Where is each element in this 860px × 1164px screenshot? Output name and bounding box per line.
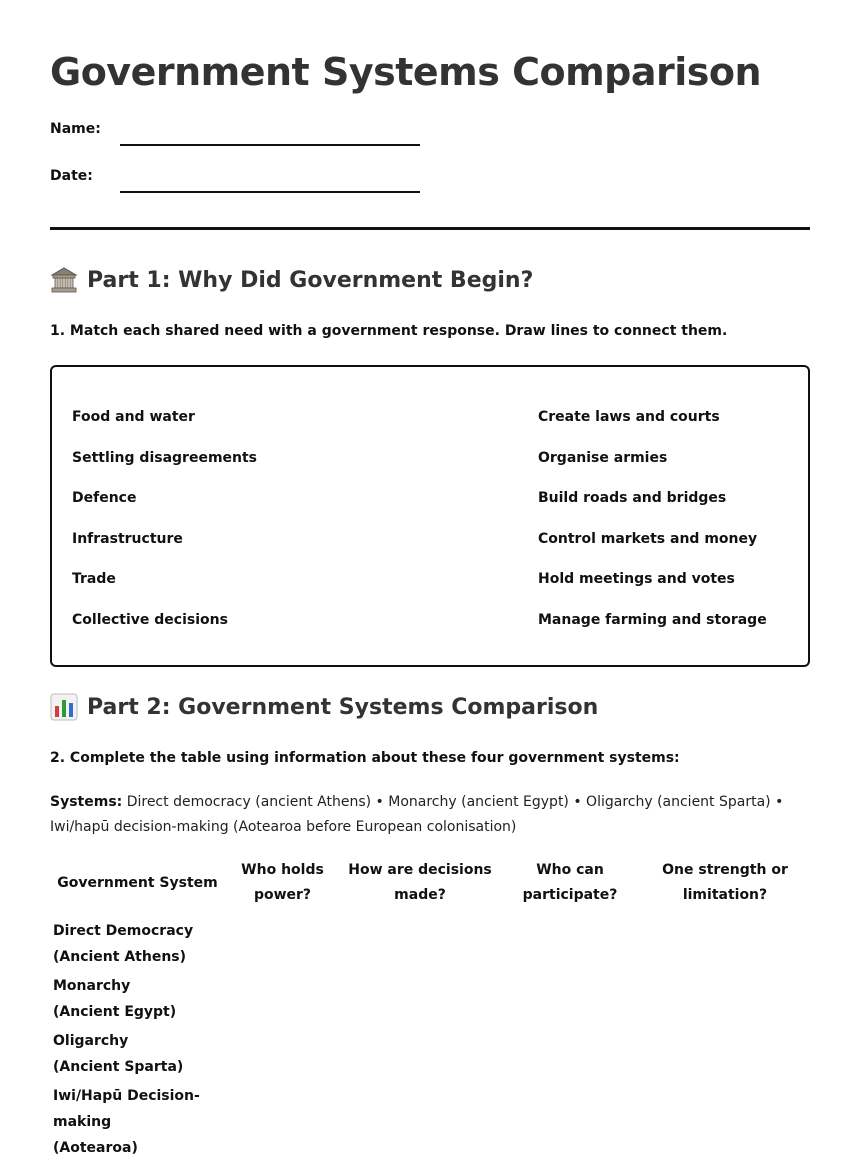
list-item[interactable]: Organise armies bbox=[538, 449, 668, 466]
answer-cell[interactable] bbox=[340, 1083, 500, 1164]
part1-heading-text: Part 1: Why Did Government Begin? bbox=[87, 267, 534, 293]
list-item[interactable]: Infrastructure bbox=[72, 530, 183, 547]
name-input-line[interactable] bbox=[120, 144, 420, 146]
system-cell bbox=[50, 973, 225, 1028]
answer-cell[interactable] bbox=[340, 918, 500, 973]
answer-cell[interactable] bbox=[340, 1028, 500, 1083]
table-row bbox=[50, 1028, 810, 1083]
answer-cell[interactable] bbox=[225, 918, 340, 973]
table-row bbox=[50, 1083, 810, 1164]
date-label: Date: bbox=[50, 168, 93, 184]
answer-cell[interactable] bbox=[500, 1083, 640, 1164]
date-input-line[interactable] bbox=[120, 191, 420, 193]
answer-cell[interactable] bbox=[500, 918, 640, 973]
list-item[interactable]: Manage farming and storage bbox=[538, 611, 767, 628]
header-divider bbox=[50, 227, 810, 230]
answer-cell[interactable] bbox=[640, 918, 810, 973]
list-item[interactable]: Defence bbox=[72, 490, 137, 507]
bar-chart-icon bbox=[50, 693, 78, 721]
system-place: (Ancient Egypt) bbox=[53, 1004, 177, 1020]
column-header: Who can participate? bbox=[522, 862, 618, 903]
page-title: Government Systems Comparison bbox=[50, 50, 762, 94]
systems-list bbox=[50, 790, 810, 840]
answer-cell[interactable] bbox=[500, 1028, 640, 1083]
part1-heading bbox=[50, 266, 533, 294]
government-responses-list bbox=[538, 407, 767, 651]
part2-heading bbox=[50, 693, 598, 721]
list-item[interactable]: Food and water bbox=[72, 409, 195, 425]
system-name: Monarchy bbox=[53, 978, 131, 994]
table-header-row bbox=[50, 858, 810, 918]
question-2: 2. Complete the table using information about these four government systems: bbox=[50, 750, 680, 766]
date-field-row bbox=[50, 164, 430, 194]
answer-cell[interactable] bbox=[640, 1083, 810, 1164]
classical-building-icon bbox=[50, 266, 78, 294]
column-header: One strength or limitation? bbox=[662, 862, 788, 903]
column-header: Who holds power? bbox=[241, 862, 324, 903]
question-1: 1. Match each shared need with a government response. Draw lines to connect them. bbox=[50, 323, 728, 339]
answer-cell[interactable] bbox=[225, 1083, 340, 1164]
system-place: (Ancient Athens) bbox=[53, 949, 187, 965]
system-place: (Aotearoa) bbox=[53, 1140, 138, 1156]
list-item[interactable]: Build roads and bridges bbox=[538, 490, 727, 507]
comparison-table bbox=[50, 858, 810, 1164]
system-name-continued: making bbox=[53, 1114, 112, 1130]
column-header: How are decisions made? bbox=[348, 862, 492, 903]
systems-text: Direct democracy (ancient Athens) • Monarchy (ancient Egypt) • Oligarchy (ancient Sparta) • Iwi/hapū decision-making (Aotearoa before European colonisation) bbox=[50, 794, 784, 835]
systems-label: Systems: bbox=[50, 794, 123, 810]
answer-cell[interactable] bbox=[640, 973, 810, 1028]
answer-cell[interactable] bbox=[640, 1028, 810, 1083]
system-name: Direct Democracy bbox=[53, 923, 194, 939]
answer-cell[interactable] bbox=[340, 973, 500, 1028]
name-label: Name: bbox=[50, 121, 101, 137]
answer-cell[interactable] bbox=[225, 973, 340, 1028]
table-row bbox=[50, 918, 810, 973]
answer-cell[interactable] bbox=[500, 973, 640, 1028]
table-row bbox=[50, 973, 810, 1028]
list-item[interactable]: Hold meetings and votes bbox=[538, 571, 735, 588]
system-place: (Ancient Sparta) bbox=[53, 1059, 184, 1075]
system-name: Iwi/Hapū Decision- bbox=[53, 1088, 200, 1104]
list-item[interactable]: Settling disagreements bbox=[72, 449, 258, 466]
system-cell bbox=[50, 918, 225, 973]
system-name: Oligarchy bbox=[53, 1033, 129, 1049]
system-cell bbox=[50, 1083, 225, 1164]
name-field-row bbox=[50, 117, 430, 147]
column-header: Government System bbox=[57, 874, 218, 891]
list-item[interactable]: Control markets and money bbox=[538, 530, 758, 547]
system-cell bbox=[50, 1028, 225, 1083]
part2-heading-text: Part 2: Government Systems Comparison bbox=[87, 694, 599, 720]
matching-box bbox=[50, 365, 810, 667]
list-item[interactable]: Trade bbox=[72, 571, 116, 588]
shared-needs-list bbox=[72, 407, 257, 651]
list-item[interactable]: Collective decisions bbox=[72, 611, 228, 628]
answer-cell[interactable] bbox=[225, 1028, 340, 1083]
list-item[interactable]: Create laws and courts bbox=[538, 409, 720, 425]
